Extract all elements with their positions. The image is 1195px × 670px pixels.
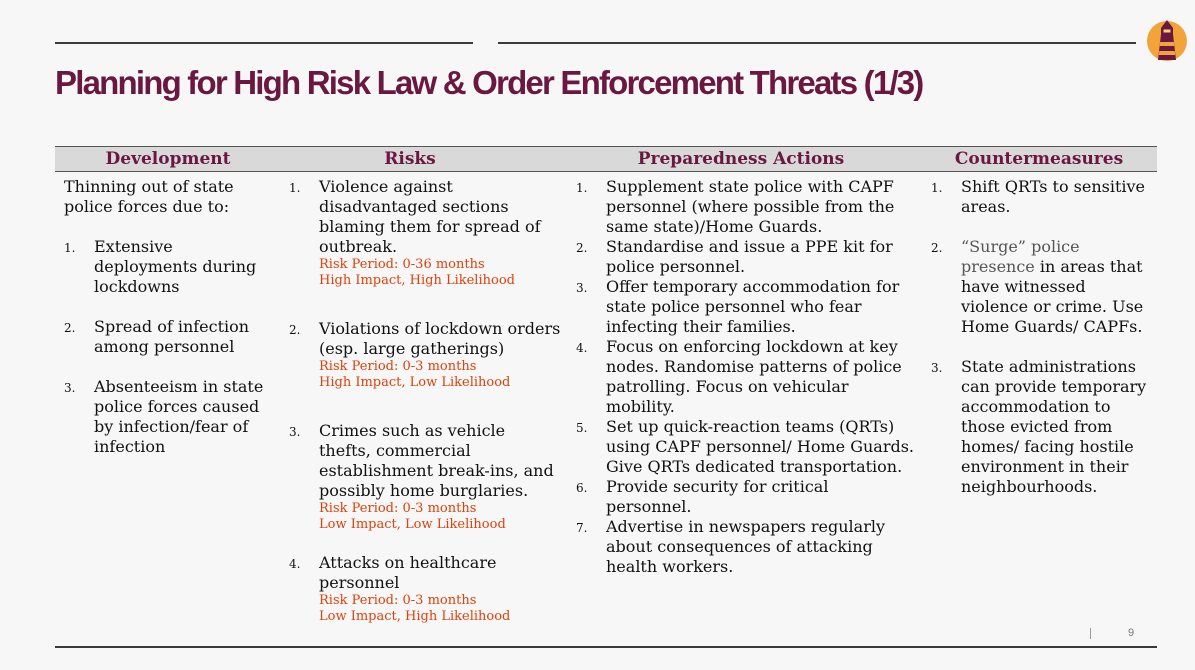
list-number: 4. <box>576 341 588 355</box>
development-item-text: Spread of infection among personnel <box>94 317 250 356</box>
list-number: 3. <box>289 425 301 439</box>
risk-text: Crimes such as vehicle thefts, commercial establishment break-ins, and possibly home burglaries. <box>319 421 554 500</box>
risk-impact: High Impact, Low Likelihood <box>319 375 511 390</box>
bottom-rule <box>55 646 1157 648</box>
development-item <box>64 317 264 357</box>
list-number: 1. <box>931 181 943 195</box>
preparedness-item <box>576 277 918 337</box>
development-item <box>64 377 264 457</box>
list-number: 4. <box>289 557 301 571</box>
preparedness-item <box>576 477 918 517</box>
countermeasure-text: Shift QRTs to sensitive areas. <box>961 177 1146 216</box>
top-rule-left <box>55 42 473 44</box>
list-number: 1. <box>576 181 588 195</box>
risk-item <box>289 553 561 625</box>
countermeasure-item <box>931 177 1153 217</box>
risk-text: Violence against disadvantaged sections blaming them for spread of outbreak. <box>319 177 541 256</box>
countermeasure-item <box>931 237 1153 337</box>
risk-period: Risk Period: 0-3 months <box>319 359 477 374</box>
list-number: 1. <box>64 241 76 255</box>
preparedness-item <box>576 177 918 237</box>
development-item-text: Absenteeism in state police forces caused by infection/fear of infection <box>94 377 264 456</box>
preparedness-text: Focus on enforcing lockdown at key nodes. Randomise patterns of police patrolling. Focus on vehicular mobility. <box>606 337 902 416</box>
preparedness-item <box>576 337 918 417</box>
risk-impact: High Impact, High Likelihood <box>319 273 515 288</box>
table-header-row <box>55 146 1157 172</box>
top-rule-right <box>498 42 1136 44</box>
preparedness-text: Provide security for critical personnel. <box>606 477 829 516</box>
header-risks: Risks <box>384 149 436 169</box>
preparedness-text: Set up quick-reaction teams (QRTs) using CAPF personnel/ Home Guards. Give QRTs dedicated transportation. <box>606 417 915 476</box>
list-number: 3. <box>931 361 943 375</box>
preparedness-item <box>576 417 918 477</box>
risk-period: Risk Period: 0-3 months <box>319 593 477 608</box>
header-development: Development <box>105 149 231 169</box>
header-preparedness-actions: Preparedness Actions <box>637 149 845 169</box>
risk-item <box>289 319 561 391</box>
list-number: 2. <box>289 323 301 337</box>
risk-item <box>289 177 561 289</box>
preparedness-text: Offer temporary accommodation for state police personnel who fear infecting their families. <box>606 277 900 336</box>
list-number: 7. <box>576 521 588 535</box>
development-item <box>64 237 264 297</box>
header-countermeasures: Countermeasures <box>954 149 1124 169</box>
list-number: 3. <box>576 281 588 295</box>
list-number: 2. <box>931 241 943 255</box>
preparedness-item <box>576 517 918 577</box>
preparedness-column <box>576 177 918 577</box>
countermeasure-item <box>931 357 1153 497</box>
list-number: 3. <box>64 381 76 395</box>
list-number: 2. <box>64 321 76 335</box>
risk-impact: Low Impact, High Likelihood <box>319 609 511 624</box>
list-number: 2. <box>576 241 588 255</box>
preparedness-text: Advertise in newspapers regularly about consequences of attacking health workers. <box>606 517 886 576</box>
countermeasure-text: in areas that have witnessed violence or crime. Use Home Guards/ CAPFs. <box>961 257 1144 336</box>
risk-item <box>289 421 561 533</box>
development-column <box>64 177 264 457</box>
countermeasures-column <box>931 177 1153 497</box>
lighthouse-icon <box>1146 16 1188 62</box>
risk-text: Violations of lockdown orders (esp. large gatherings) <box>319 319 561 358</box>
page-number: 9 <box>1128 627 1135 639</box>
development-intro: Thinning out of state police forces due to: <box>64 177 234 216</box>
risk-period: Risk Period: 0-3 months <box>319 501 477 516</box>
list-number: 6. <box>576 481 588 495</box>
preparedness-item <box>576 237 918 277</box>
risk-period: Risk Period: 0-36 months <box>319 257 485 272</box>
development-item-text: Extensive deployments during lockdowns <box>94 237 257 296</box>
page-title: Planning for High Risk Law & Order Enforcement Threats (1/3) <box>55 64 923 101</box>
footer-separator <box>1090 628 1091 639</box>
risk-impact: Low Impact, Low Likelihood <box>319 517 506 532</box>
surge-phrase: “Surge” police presence <box>961 237 1080 276</box>
preparedness-text: Standardise and issue a PPE kit for police personnel. <box>606 237 893 276</box>
list-number: 5. <box>576 421 588 435</box>
risks-column <box>289 177 561 625</box>
list-number: 1. <box>289 181 301 195</box>
preparedness-text: Supplement state police with CAPF personnel (where possible from the same state)/Home Guards. <box>606 177 895 236</box>
risk-text: Attacks on healthcare personnel <box>319 553 497 592</box>
countermeasure-text: State administrations can provide temporary accommodation to those evicted from homes/ facing hostile environment in their neighbourhoods. <box>961 357 1147 496</box>
